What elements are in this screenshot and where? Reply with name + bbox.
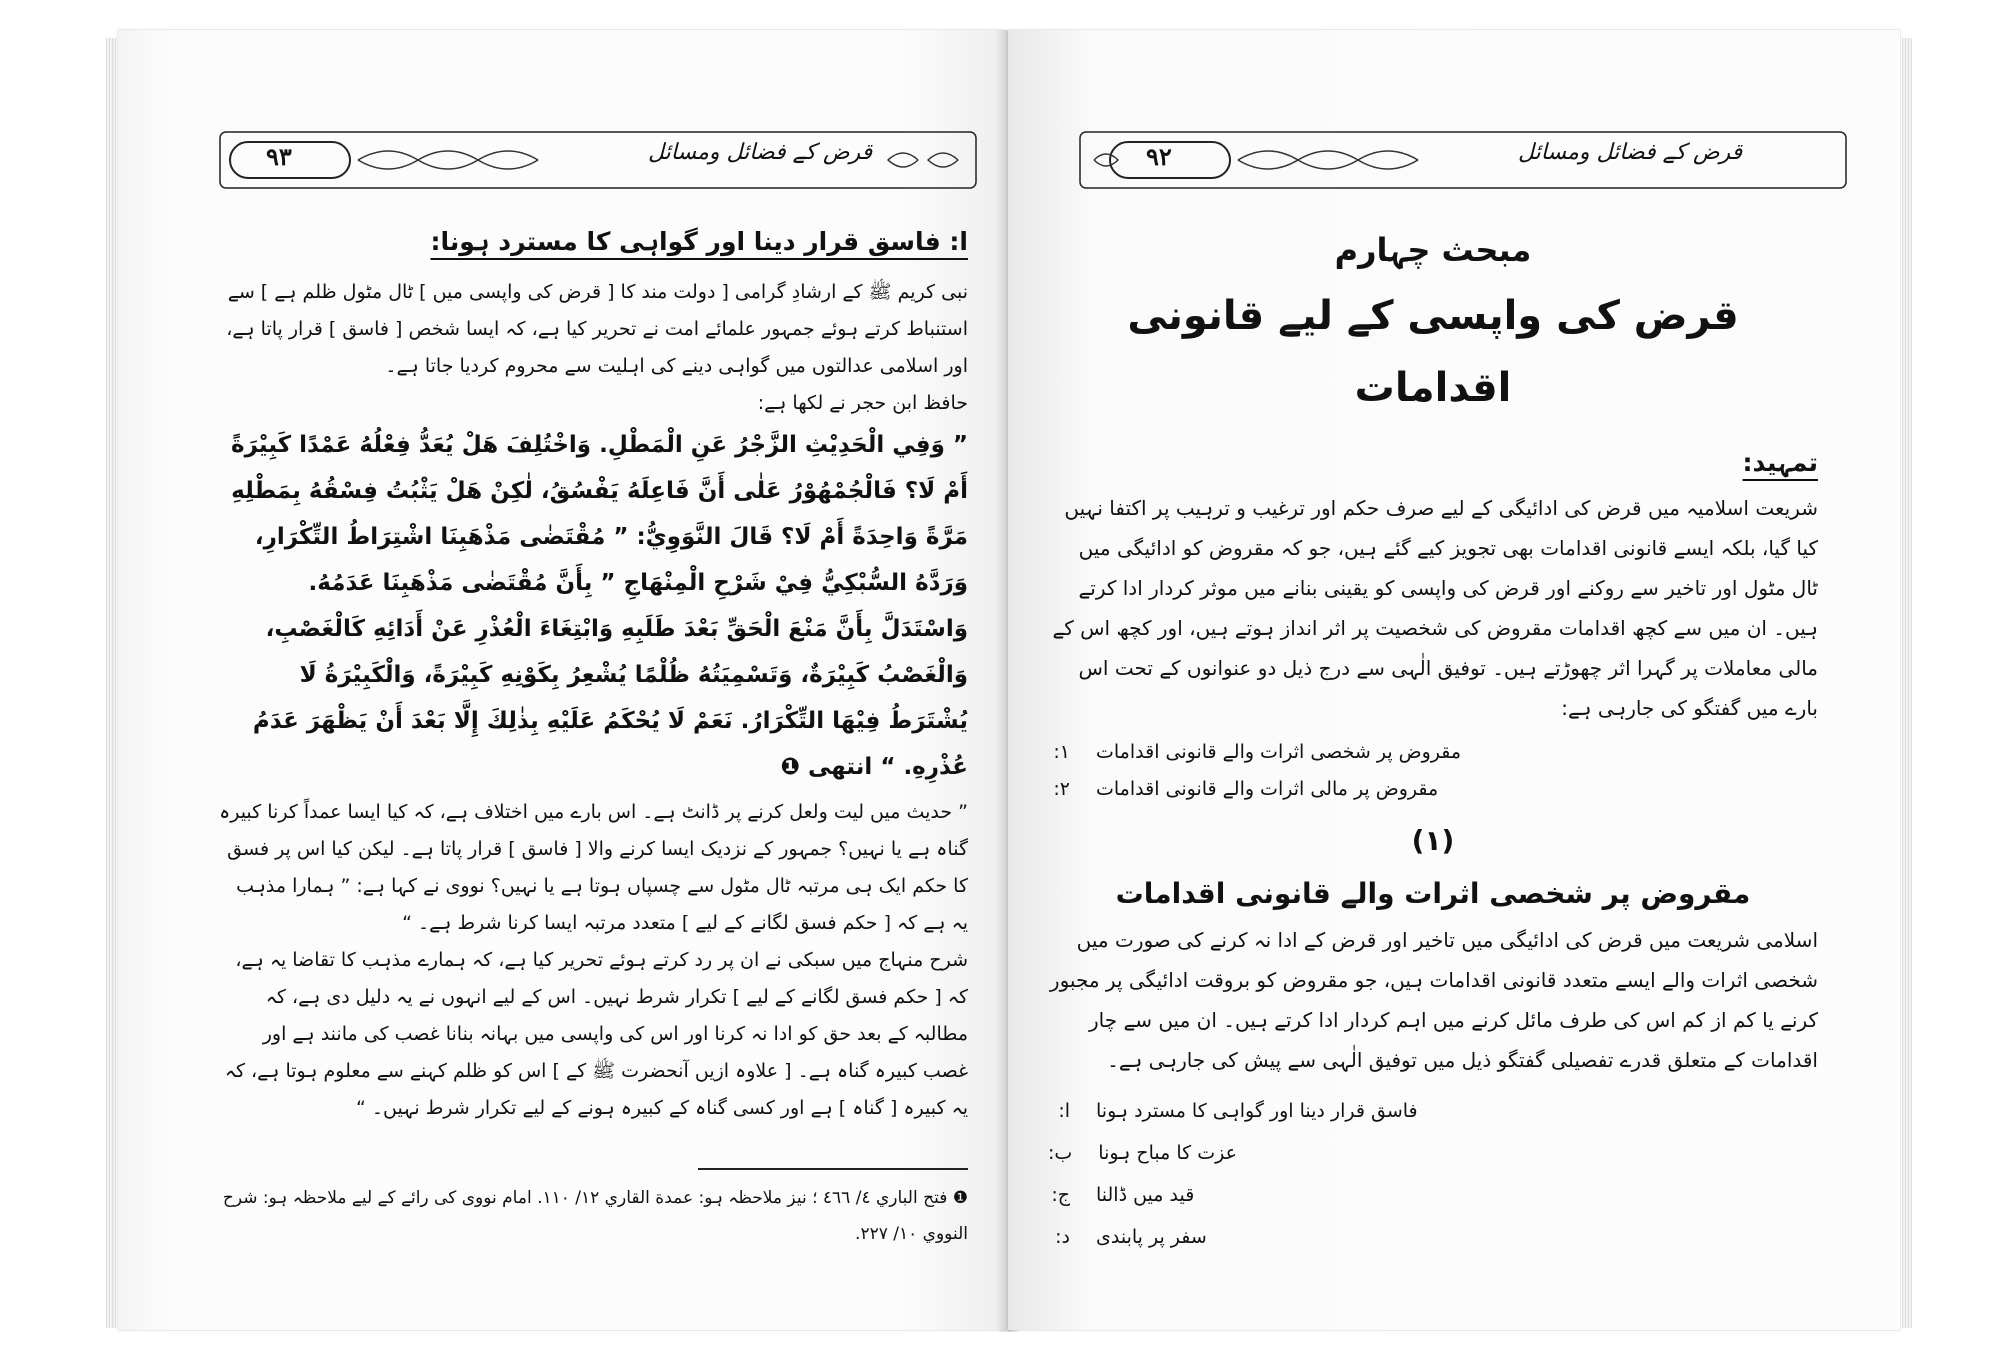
list-item <box>1048 1216 1818 1258</box>
list-marker: ٢: <box>1053 778 1070 800</box>
right-page <box>1008 30 1900 1330</box>
list-item <box>1048 1090 1818 1132</box>
list-item <box>1048 1174 1818 1216</box>
quote-intro: حافظ ابن حجر نے لکھا ہے: <box>757 392 968 414</box>
open-book <box>118 30 1900 1335</box>
right-page-header <box>1078 128 1848 192</box>
arabic-quote: ” وَفِي الْحَدِيْثِ الزَّجْرُ عَنِ الْمَطْلِ. وَاخْتُلِفَ هَلْ يُعَدُّ فِعْلُهُ عَمْدًا كَبِيْرَةً أَمْ لَا؟ فَالْجُمْهُوْرُ عَلٰى أَنَّ فَاعِلَهُ يَفْسُقُ، لٰكِنْ هَلْ يَثْبُتُ فِسْقُهُ بِمَطْلِهِ مَرَّةً وَاحِدَةً أَمْ لَا؟ قَالَ النَّوَوِيُّ: ” مُقْتَضٰى مَذْهَبِنَا اشْتِرَاطُ التِّكْرَارِ، وَرَدَّهُ السُّبْكِيُّ فِيْ شَرْحِ الْمِنْهَاجِ ” بِأَنَّ مُقْتَضٰى مَذْهَبِنَا عَدَمُهُ. وَاسْتَدَلَّ بِأَنَّ مَنْعَ الْحَقِّ بَعْدَ طَلَبِهِ وَابْتِغَاءَ الْعُذْرِ عَنْ أَدَائِهِ كَالْغَصْبِ، وَالْغَصْبُ كَبِيْرَةٌ، وَتَسْمِيَتُهُ ظُلْمًا يُشْعِرُ بِكَوْنِهِ كَبِيْرَةً، وَالْكَبِيْرَةُ لَا يُشْتَرَطُ فِيْهَا التِّكْرَارُ. نَعَمْ لَا يُحْكَمُ عَلَيْهِ بِذٰلِكَ إِلَّا بَعْدَ أَنْ يَظْهَرَ عَدَمُ عُذْرِهِ. “ انتهى ❶ <box>231 432 968 780</box>
translation-paragraph: ” حدیث میں لیت ولعل کرنے پر ڈانٹ ہے۔ اس بارے میں اختلاف ہے، کہ کیا ایسا عمداً کرنا کبیرہ گناہ ہے یا نہیں؟ جمہور کے نزدیک ایسا کرنے والا [ فاسق ] قرار پاتا ہے۔ لیکن کیا اس پر فسق کا حکم ایک ہی مرتبہ ٹال مٹول سے چسپاں ہوتا ہے یا نہیں؟ نووی نے کہا ہے: ” ہمارا مذہب یہ ہے کہ [ حکم فسق لگانے کے لیے ] متعدد مرتبہ ایسا کرنا شرط ہے۔ “ <box>219 801 968 934</box>
list-item <box>1048 771 1818 808</box>
running-title: قرض کے فضائل ومسائل <box>1518 140 1743 165</box>
list-text: مقروض پر شخصی اثرات والے قانونی اقدامات <box>1096 741 1462 763</box>
section-number: (١) <box>1411 824 1455 857</box>
list-marker: ج: <box>1051 1184 1070 1206</box>
section-heading: ا: فاسق قرار دینا اور گواہی کا مسترد ہونا: <box>430 227 968 256</box>
right-page-edges <box>1902 38 1912 1328</box>
left-page-edges <box>106 38 116 1328</box>
list-text: فاسق قرار دینا اور گواہی کا مسترد ہونا <box>1096 1100 1418 1122</box>
page-number: ٩٢ <box>1146 142 1172 171</box>
list-text: مقروض پر مالی اثرات والے قانونی اقدامات <box>1096 778 1439 800</box>
commentary-paragraph: شرح منہاج میں سبکی نے ان پر رد کرتے ہوئے تحریر کیا ہے، کہ ہمارے مذہب کا تقاضا یہ ہے، کہ [ حکم فسق لگانے کے لیے ] تکرار شرط نہیں۔ اس کے لیے انہوں نے یہ دلیل دی ہے، کہ مطالبہ کے بعد حق کو ادا نہ کرنا اور اس کی واپسی میں بہانہ بنانا غصب کی مانند ہے اور غصب کبیرہ گناہ ہے۔ [ علاوہ ازیں آنحضرت ﷺ کے ] اس کو ظلم کہنے سے معلوم ہوتا ہے، کہ یہ کبیرہ [ گناہ ] ہے اور کسی گناہ کے کبیرہ ہونے کے لیے تکرار شرط نہیں۔ “ <box>224 949 968 1119</box>
section-paragraph: اسلامی شریعت میں قرض کی ادائیگی میں تاخیر اور قرض کے ادا نہ کرنے کی صورت میں شخصی اثرات والے ایسے متعدد قانونی اقدامات ہیں، جو مقروض کو بروقت ادائیگی پر مجبور کرنے یا کم از کم اس کی طرف مائل کرنے میں اہم کردار ادا کرتے ہیں۔ ان میں سے چار اقدامات کے متعلق قدرے تفصیلی گفتگو ذیل میں توفیق الٰہی سے پیش کی جارہی ہے۔ <box>1049 928 1818 1072</box>
section-title: مقروض پر شخصی اثرات والے قانونی اقدامات <box>1115 877 1751 910</box>
left-page-header <box>218 128 978 192</box>
left-page-body <box>218 220 968 1127</box>
right-page-body <box>1048 220 1818 1258</box>
footnote: ❶ فتح الباري ٤/ ٤٦٦ ؛ نیز ملاحظہ ہو: عمدة القاري ١٢/ ١١٠. امام نووی کی رائے کے لیے ملاحظہ ہو: شرح النووي ١٠/ ٢٢٧. <box>222 1188 968 1244</box>
measures-list <box>1048 1090 1818 1258</box>
list-marker: ا: <box>1058 1100 1070 1122</box>
intro-paragraph: نبی کریم ﷺ کے ارشادِ گرامی [ دولت مند کا [ قرض کی واپسی میں ] ٹال مٹول ظلم ہے ] سے استنباط کرتے ہوئے جمہور علمائے امت نے تحریر کیا ہے، کہ ایسا شخص [ فاسق ] قرار پاتا ہے، اور اسلامی عدالتوں میں گواہی دینے کی اہلیت سے محروم کردیا جاتا ہے۔ <box>226 281 968 377</box>
footnote-rule <box>698 1168 968 1170</box>
overview-list <box>1048 734 1818 808</box>
list-text: سفر پر پابندی <box>1096 1226 1207 1248</box>
list-text: عزت کا مباح ہونا <box>1098 1142 1237 1164</box>
tamheed-label: تمہید: <box>1742 448 1818 477</box>
left-page <box>118 30 1006 1330</box>
list-marker: د: <box>1055 1226 1070 1248</box>
list-marker: ب: <box>1048 1142 1073 1164</box>
list-text: قید میں ڈالنا <box>1096 1184 1195 1206</box>
chapter-title: قرض کی واپسی کے لیے قانونی اقدامات <box>1127 293 1739 411</box>
list-item <box>1048 734 1818 771</box>
list-item <box>1048 1132 1818 1174</box>
running-title: قرض کے فضائل ومسائل <box>648 140 873 165</box>
chapter-label: مبحث چہارم <box>1334 231 1532 269</box>
tamheed-paragraph: شریعت اسلامیہ میں قرض کی ادائیگی کے لیے صرف حکم اور ترغیب و ترہیب پر اکتفا نہیں کیا گیا، بلکہ ایسے قانونی اقدامات بھی تجویز کیے گئے ہیں، جو کہ مقروض کو ادائیگی میں ٹال مٹول اور تاخیر سے روکنے اور قرض کی واپسی کو یقینی بنانے میں موثر کردار ادا کرتے ہیں۔ ان میں سے کچھ اقدامات مقروض کی شخصیت پر اثر انداز ہوتے ہیں، اور کچھ اس کے مالی معاملات پر گہرا اثر چھوڑتے ہیں۔ توفیق الٰہی سے درج ذیل دو عنوانوں کے تحت اس بارے میں گفتگو کی جارہی ہے: <box>1052 496 1818 720</box>
list-marker: ١: <box>1053 741 1070 763</box>
page-number: ٩٣ <box>266 142 292 171</box>
